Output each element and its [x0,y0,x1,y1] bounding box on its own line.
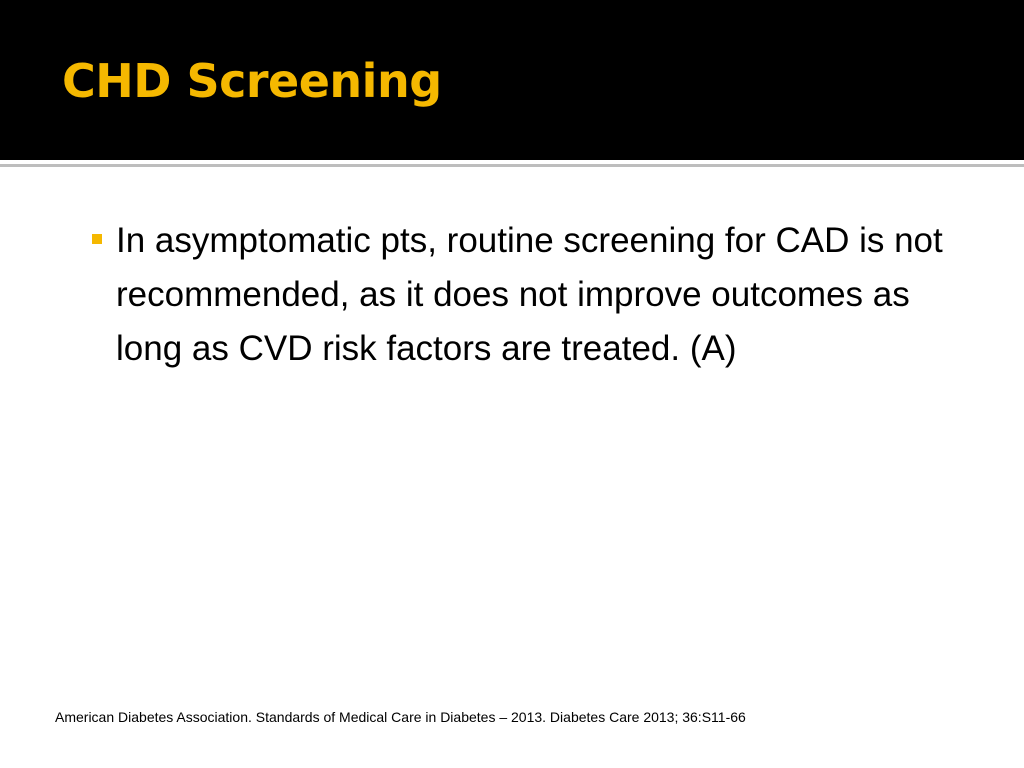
slide-title: CHD Screening [62,54,442,108]
square-bullet-icon [92,234,102,244]
bullet-item [100,214,980,376]
bullet-text: In asymptomatic pts, routine screening for CAD is not recommended, as it does not improve outcomes as long as CVD risk factors are treated. (A) [116,221,943,368]
citation: American Diabetes Association. Standards of Medical Care in Diabetes – 2013. Diabetes Care 2013; 36:S11-66 [55,709,746,725]
title-band [0,0,1024,160]
bullet-list [100,214,980,376]
title-divider-gray [0,164,1024,167]
